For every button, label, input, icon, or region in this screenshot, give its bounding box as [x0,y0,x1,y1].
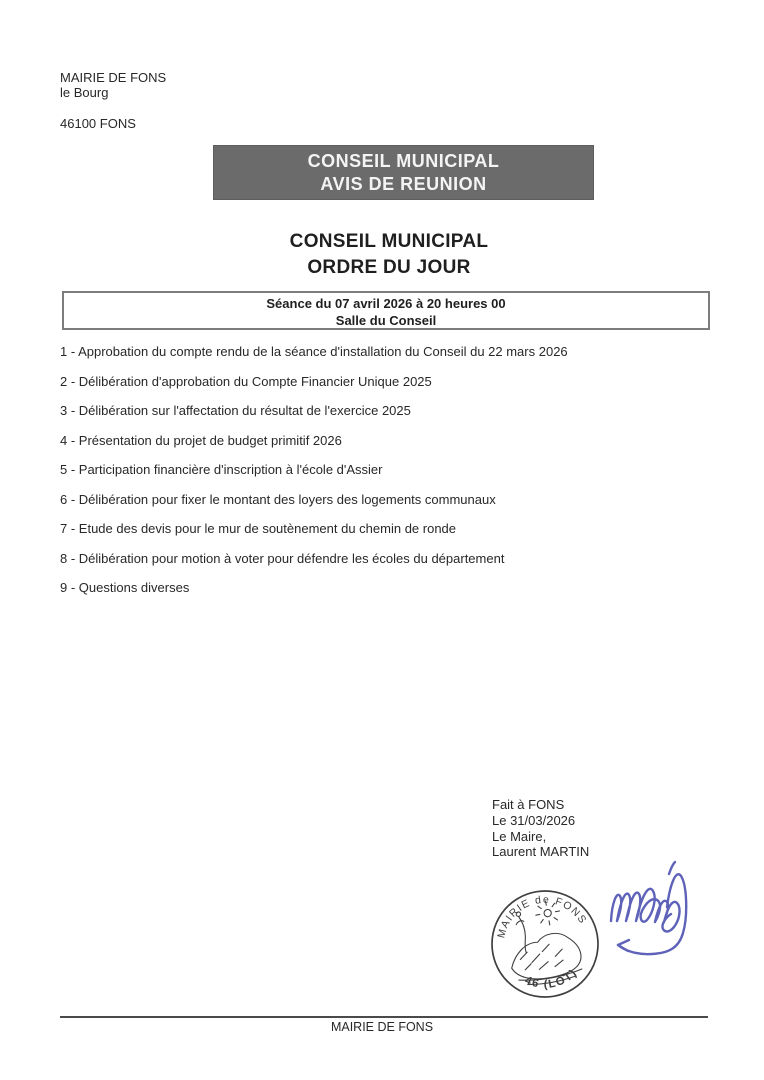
banner-line1: CONSEIL MUNICIPAL [307,150,500,171]
sender-city: 46100 FONS [60,116,136,131]
agenda-item: 7 - Etude des devis pour le mur de soutènement du chemin de ronde [60,521,457,536]
closing-role: Le Maire, [492,828,547,844]
handwritten-signature [590,850,710,965]
agenda-item: 3 - Délibération sur l'affectation du résultat de l'exercice 2025 [60,403,411,418]
session-location: Salle du Conseil [335,313,437,328]
closing-block [492,797,589,860]
agenda-item: 9 - Questions diverses [60,580,190,595]
agenda-item: 2 - Délibération d'approbation du Compte Financier Unique 2025 [60,373,432,389]
session-box [62,291,710,330]
agenda-item: 1 - Approbation du compte rendu de la séance d'installation du Conseil du 22 mars 2026 [60,344,568,359]
agenda-item: 8 - Délibération pour motion à voter pour défendre les écoles du département [60,550,505,566]
sender-address [60,70,166,131]
closing-place: Fait à FONS [492,797,565,812]
footer-text: MAIRIE DE FONS [330,1020,434,1034]
stamp-bottom-text: 46 (LOT) [522,966,581,991]
stamp-top-text: MAIRIE de FONS [495,893,590,940]
notice-banner [213,145,594,200]
sender-street: le Bourg [60,85,109,100]
title-line1: CONSEIL MUNICIPAL [289,231,489,252]
closing-date: Le 31/03/2026 [492,812,576,828]
closing-signer-name: Laurent MARTIN [492,844,590,860]
footer-divider [60,1016,708,1018]
agenda-item: 4 - Présentation du projet de budget primitif 2026 [60,432,342,448]
sender-name: MAIRIE DE FONS [60,70,167,85]
agenda-list [60,344,720,610]
document-title [14,229,764,281]
title-line2: ORDRE DU JOUR [307,257,471,278]
agenda-item: 6 - Délibération pour fixer le montant des loyers des logements communaux [60,491,496,507]
agenda-item: 5 - Participation financière d'inscription à l'école d'Assier [60,462,383,477]
banner-line2: AVIS DE REUNION [320,173,487,194]
session-datetime: Séance du 07 avril 2026 à 20 heures 00 [266,296,506,311]
svg-text:MAIRIE de FONS [489,886,590,941]
